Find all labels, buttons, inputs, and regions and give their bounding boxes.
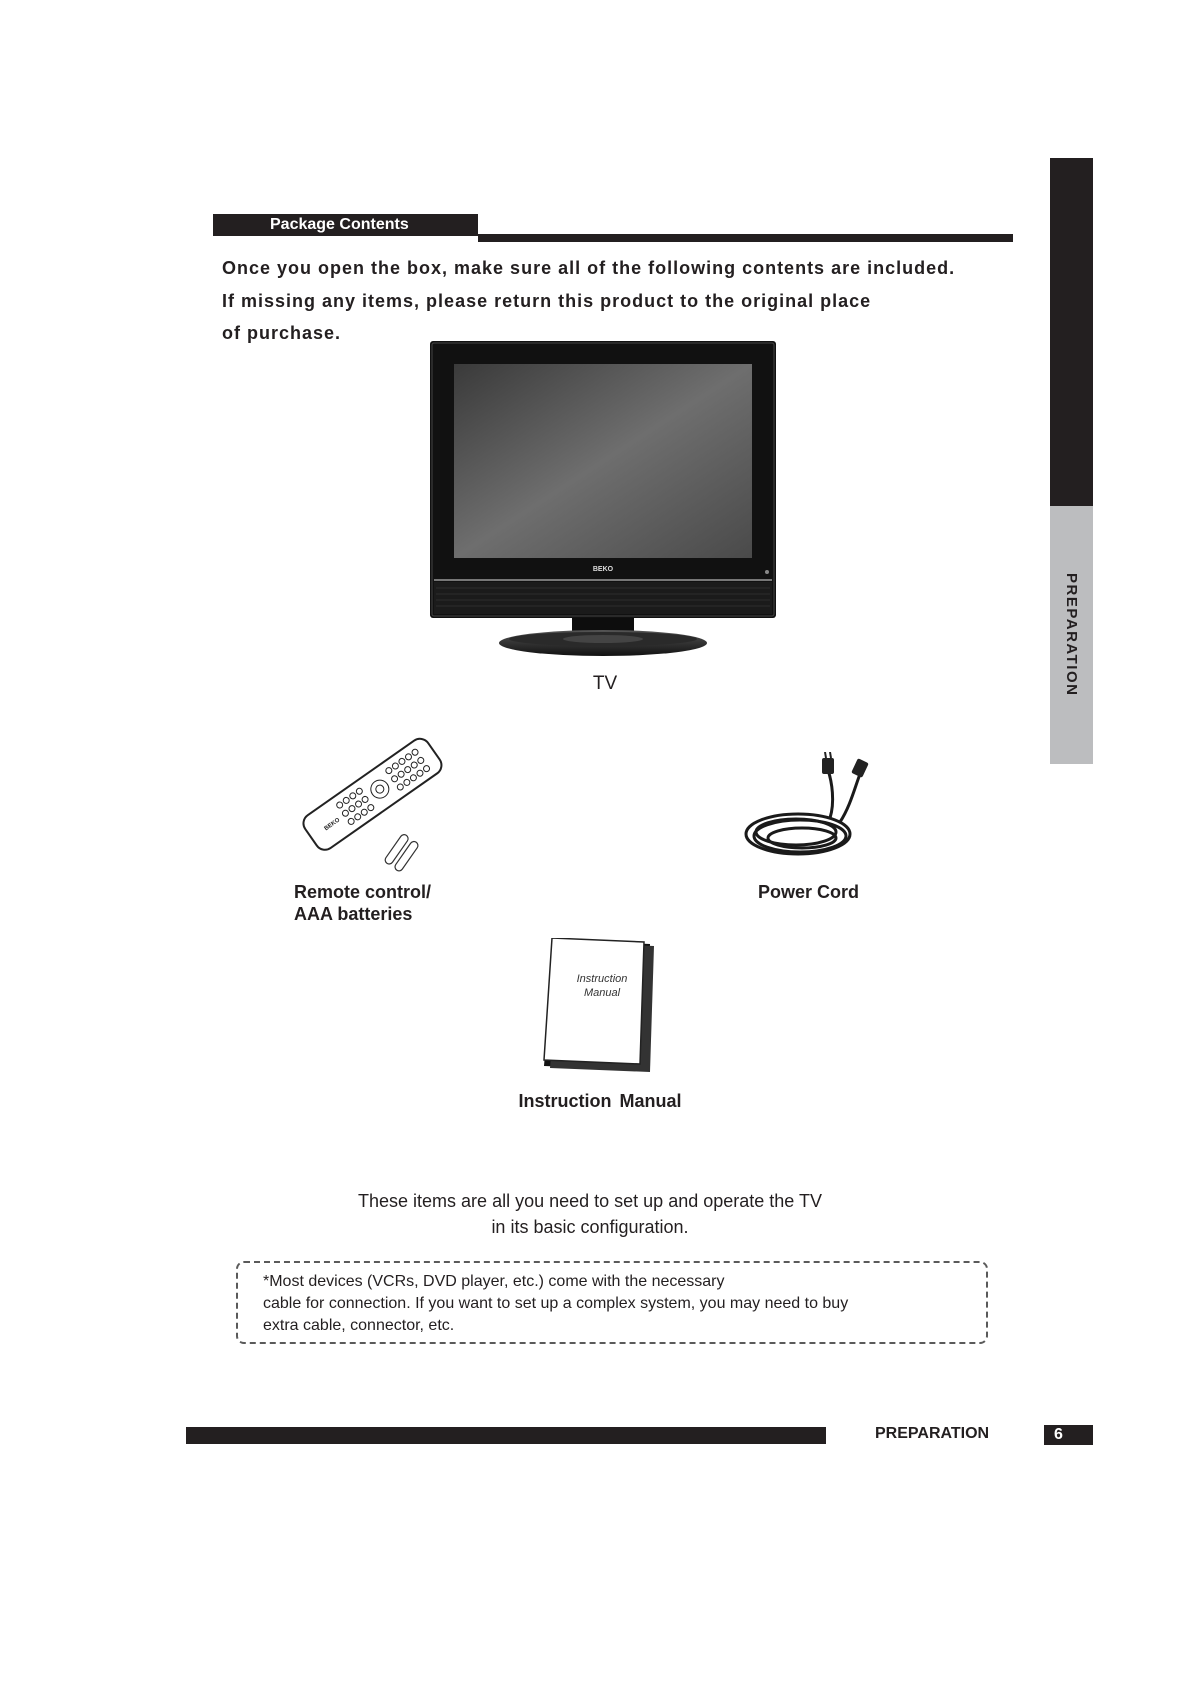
manual-caption: Instruction Manual	[518, 1091, 682, 1111]
page-number: 6	[1054, 1426, 1063, 1443]
remote-caption-line: AAA batteries	[294, 904, 413, 924]
tv-brand-logo: BEKO	[592, 566, 614, 573]
manual-cover-line: Instruction	[576, 973, 628, 985]
summary-text	[300, 1188, 880, 1240]
intro-line: If missing any items, please return this product to the original place	[222, 290, 872, 311]
remote-caption-line: Remote control/	[294, 882, 432, 902]
side-tab	[1050, 506, 1093, 764]
note-line: extra cable, connector, etc.	[263, 1317, 455, 1334]
section-rule	[478, 234, 1013, 242]
section-title: Package Contents	[270, 216, 409, 233]
summary-line: These items are all you need to set up and operate the TV	[358, 1191, 822, 1211]
tv-caption: TV	[592, 673, 618, 694]
remote-brand-logo: BEKO	[323, 817, 342, 833]
side-tab-label: PREPARATION	[1063, 573, 1080, 697]
manual-cover-line: Manual	[583, 987, 621, 999]
intro-line: of purchase.	[222, 323, 342, 343]
manual-image	[540, 938, 660, 1074]
remote-image	[290, 718, 450, 874]
intro-text	[222, 252, 1022, 350]
note-line: cable for connection. If you want to set up a complex system, you may need to buy	[263, 1295, 849, 1312]
tv-image	[420, 336, 780, 662]
side-tab-dark	[1050, 158, 1093, 506]
page-number-badge	[1044, 1425, 1093, 1445]
remote-caption	[294, 881, 431, 925]
note-text	[263, 1271, 983, 1337]
summary-line: in its basic configuration.	[491, 1217, 689, 1237]
power-cord-caption: Power Cord	[758, 882, 860, 902]
footer-bar	[186, 1427, 826, 1444]
power-cord-image	[740, 752, 890, 872]
section-header	[213, 214, 478, 236]
footer-section-label: PREPARATION	[875, 1425, 990, 1442]
intro-line: Once you open the box, make sure all of the following contents are included.	[222, 258, 956, 278]
note-line: *Most devices (VCRs, DVD player, etc.) come with the necessary	[263, 1273, 725, 1290]
